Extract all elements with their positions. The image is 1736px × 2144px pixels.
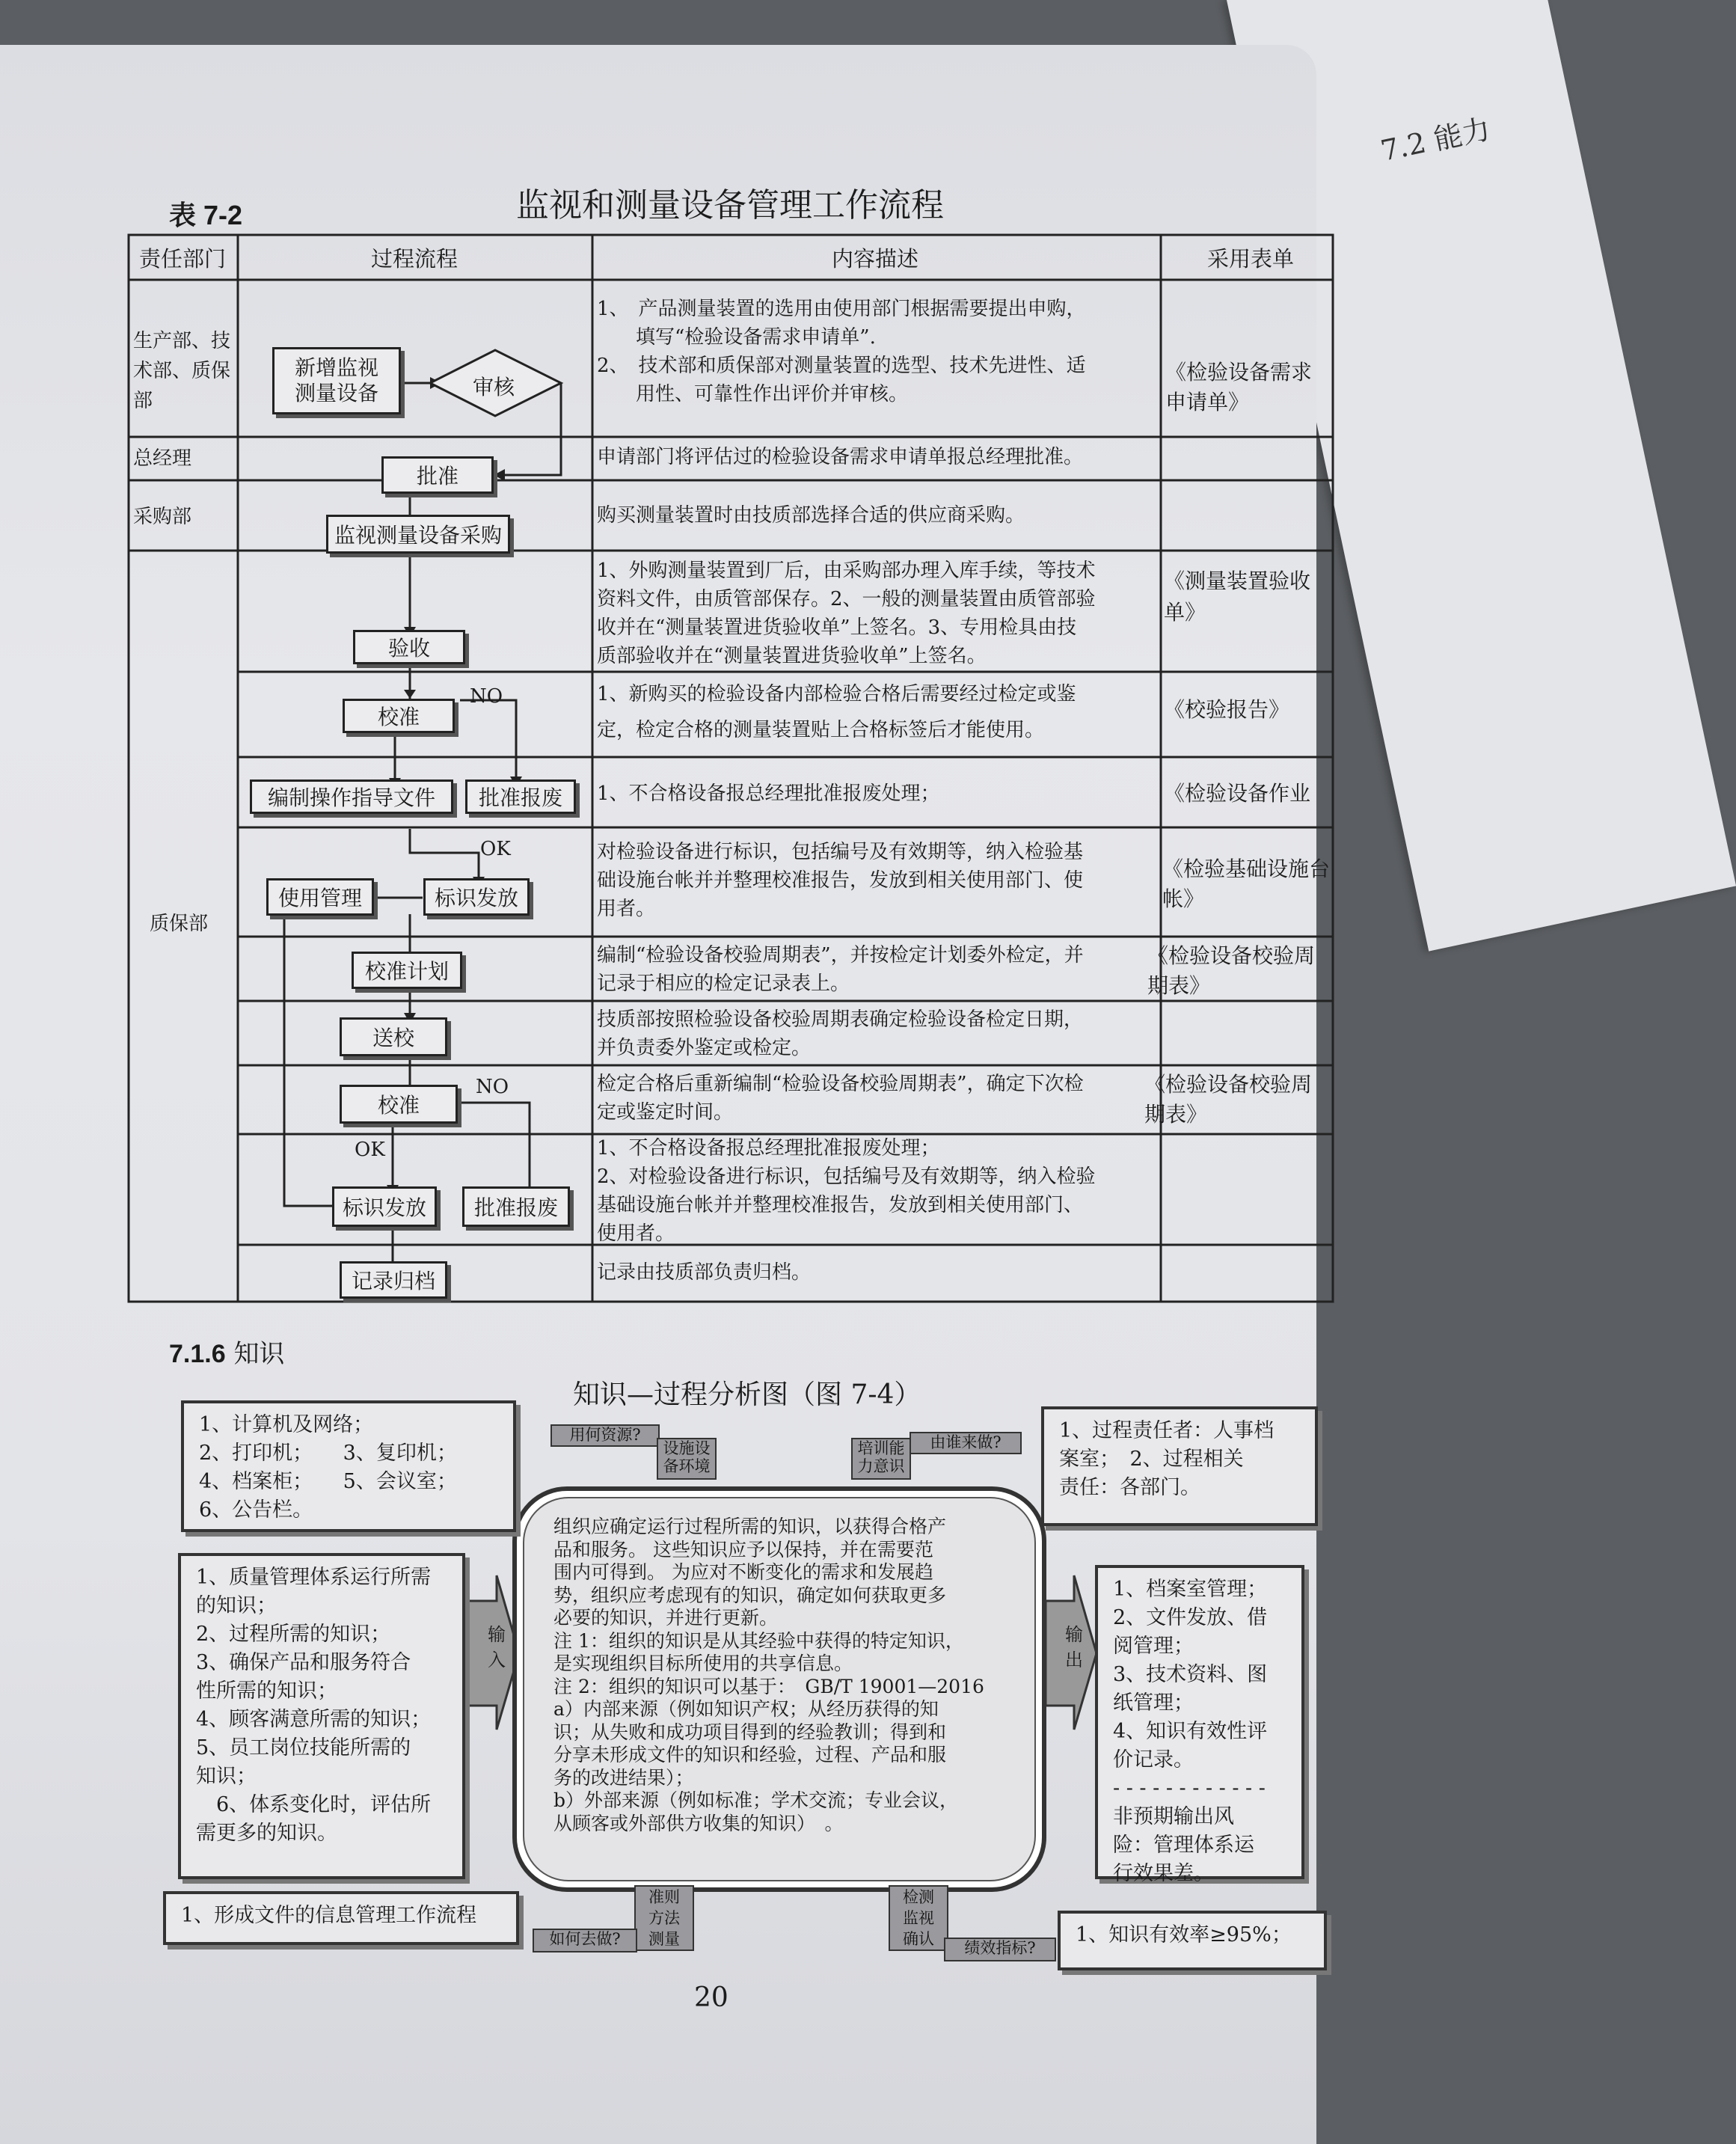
row-2-description: 申请部门将评估过的检验设备需求申请单报总经理批准。 [597, 446, 1084, 468]
method-box: 1、形成文件的信息管理工作流程 [163, 1891, 519, 1945]
knowledge-definition: 组织应确定运行过程所需的知识，以获得合格产 品和服务。 这些知识应予以保持，并在需要范 围内可得到。 为应对不断变化的需求和发展趋 势，组织应考虑现有的知识，确定如何获取更多 必要的知识，并进行更新。 注 1：组织的知识是从其经验中获得的特定知识， 是实现组织目标所使用的共享信息。 注 2：组织的知识可以基于： GB/T 19001—2016 a）内部来源（例如知识产权；从经历获得的知 识；从失败和成功项目得到的经验教训；得到和 分享未形成文件的知识和经验，过程、产品和服 务的改进结果）； b）外部来源（例如标准；学术交流；专业会议， 从顾客或外部供方收集的知识） 。 [553, 1516, 984, 1834]
row-8-form: 《检验设备校验周期表》 [1147, 943, 1316, 998]
tag-criteria: 准则 方法 测量 [634, 1885, 694, 1951]
resources-box: 1、计算机及网络； 2、打印机； 3、复印机； 4、档案柜； 5、会议室； 6、公告栏。 [181, 1400, 516, 1532]
tag-how: 如何去做? [533, 1929, 637, 1952]
kpi-box: 1、知识有效率≥95%； [1058, 1911, 1327, 1970]
row-12-description: 记录由技质部负责归档。 [597, 1261, 812, 1284]
row-9-description: 技质部按照检验设备校验周期表确定检验设备检定日期， 并负责委外鉴定或检定。 [597, 1008, 1084, 1059]
flow-no-2: NO [476, 1076, 509, 1098]
row-1-form: 《检验设备需求申请单》 [1165, 360, 1313, 414]
tag-input: 输 入 [488, 1624, 506, 1670]
row-11-description: 1、不合格设备报总经理批准报废处理； 2、对检验设备进行标识，包括编号及有效期等，纳入检验 基础设施台帐并并整理校准报告，发放到相关使用部门、 使用者。 [597, 1137, 1096, 1245]
row-6-description: 1、不合格设备报总经理批准报废处理； [597, 782, 940, 805]
flow-no-1: NO [470, 685, 503, 708]
tag-what-resources: 用何资源? [550, 1424, 660, 1447]
flow-ok-1: OK [480, 838, 511, 860]
row-7-form: 《检验基础设施台帐》 [1162, 857, 1331, 911]
row-5-form: 《校验报告》 [1164, 697, 1290, 722]
table-title: 监视和测量设备管理工作流程 [516, 186, 944, 224]
flow-label-issue-2: 标识发放 [332, 1186, 437, 1227]
row-1-description: 1、 产品测量装置的选用由使用部门根据需要提出申购， 填写“检验设备需求申请单”. 2、 技术部和质保部对测量装置的选型、技术先进性、适 用性、可靠性作出评价并审核。 [597, 298, 1086, 405]
flow-send-calibration: 送校 [340, 1017, 447, 1056]
diagram-title: 知识—过程分析图（图 7-4） [573, 1379, 921, 1410]
row-8-description: 编制“检验设备校验周期表”，并按检定计划委外检定，并 记录于相应的检定记录表上。 [597, 944, 1084, 995]
flow-calibration-plan: 校准计划 [352, 952, 462, 989]
tag-infrastructure: 设施设 备环境 [657, 1438, 717, 1480]
flow-use-manage: 使用管理 [266, 878, 374, 916]
flow-calibrate-2: 校准 [340, 1085, 458, 1124]
flow-scrap-1: 批准报废 [465, 780, 576, 814]
header-description: 内容描述 [832, 246, 919, 272]
dept-purchasing: 采购部 [133, 506, 192, 528]
row-10-form: 《检验设备校验周期表》 [1144, 1072, 1313, 1127]
row-7-description: 对检验设备进行标识，包括编号及有效期等，纳入检验基 础设施台帐并并整理校准报告，发放到相关使用部门、使 用者。 [597, 841, 1084, 920]
dept-quality: 质保部 [150, 913, 209, 935]
flow-label-issue-1: 标识发放 [423, 878, 530, 916]
tag-competence: 培训能 力意识 [851, 1438, 911, 1480]
flow-approve: 批准 [381, 456, 494, 494]
flow-calibrate-1: 校准 [343, 699, 455, 733]
row-4-form: 《测量装置验收单》 [1164, 569, 1311, 625]
flow-scrap-2: 批准报废 [462, 1186, 570, 1227]
row-4-description: 1、外购测量装置到厂后，由采购部办理入库手续，等技术 资料文件，由质管部保存。2、一般的测量装置由质管部验 收并在“测量装置进货验收单”上签名。3、专用检具由技 质部验收并在“测量装置进货验收单”上签名。 [597, 560, 1096, 667]
process-owner-box: 1、过程责任者：人事档 案室； 2、过程相关 责任：各部门。 [1041, 1406, 1318, 1526]
row-10-description: 检定合格后重新编制“检验设备校验周期表”，确定下次检 定或鉴定时间。 [597, 1073, 1084, 1124]
tag-who: 由谁来做? [910, 1432, 1022, 1454]
table-label: 表 7-2 [169, 200, 243, 230]
flow-ok-2: OK [355, 1139, 385, 1161]
dept-general-manager: 总经理 [133, 447, 192, 470]
row-3-description: 购买测量装置时由技质部选择合适的供应商采购。 [597, 504, 1025, 527]
flow-archive: 记录归档 [340, 1261, 447, 1299]
header-department: 责任部门 [139, 246, 227, 272]
tag-monitor: 检测 监视 确认 [889, 1885, 948, 1951]
section-name: 知识 [233, 1339, 285, 1369]
row-5-description: 1、新购买的检验设备内部检验合格后需要经过检定或鉴 定，检定合格的测量装置贴上合格标签后才能使用。 [597, 683, 1076, 741]
flow-purchase: 监视测量设备采购 [326, 515, 510, 554]
header-form: 采用表单 [1207, 246, 1295, 272]
flow-new-equipment: 新增监视 测量设备 [272, 347, 401, 414]
header-process: 过程流程 [371, 246, 458, 272]
flow-review: 审核 [473, 375, 515, 399]
output-box: 1、档案室管理； 2、文件发放、借 阅管理； 3、技术资料、图 纸管理； 4、知识有效性评 价记录。 - - - - - - - - - - - - 非预期输出风 险：管理体系运 行效果差。 [1095, 1565, 1304, 1879]
dept-production-tech-quality: 生产部、技术部、质保部 [133, 330, 231, 412]
row-6-form: 《检验设备作业 [1164, 781, 1311, 806]
flow-accept: 验收 [353, 630, 465, 664]
section-number: 7.1.6 [169, 1340, 226, 1368]
tag-output: 输 出 [1065, 1624, 1083, 1670]
input-knowledge-box: 1、质量管理体系运行所需 的知识； 2、过程所需的知识； 3、确保产品和服务符合 性所需的知识； 4、顾客满意所需的知识； 5、员工岗位技能所需的 知识； 6、体系变化时，评估所 需更多的知识。 [178, 1553, 465, 1879]
tag-kpi: 绩效指标? [944, 1938, 1056, 1961]
next-page-title: 7.2 能力 [1378, 112, 1494, 168]
document-page [0, 45, 1331, 2144]
flow-write-guide: 编制操作指导文件 [250, 780, 453, 814]
page-number: 20 [694, 1982, 729, 2013]
